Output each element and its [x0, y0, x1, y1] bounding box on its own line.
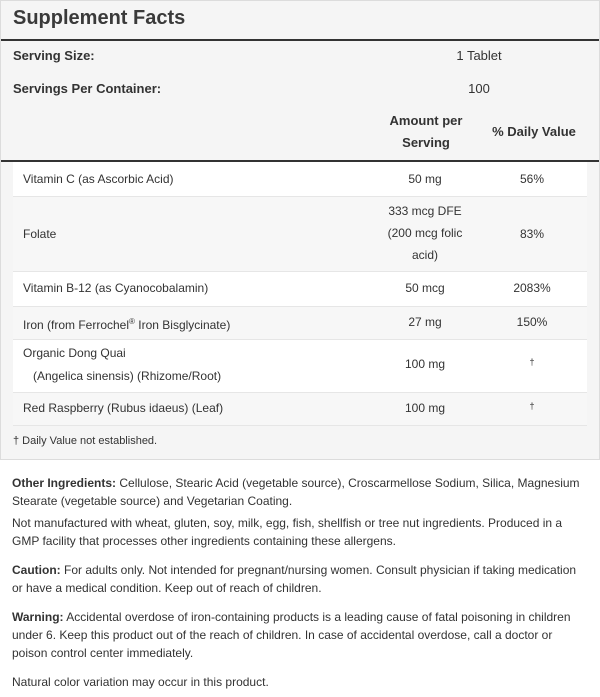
allergen-note: Not manufactured with wheat, gluten, soy, milk, egg, fish, shellfish or tree nut ingredients. Produced in a GMP facility that processes other ingredients containing these allergens. — [12, 516, 563, 548]
amount-header-line2: Serving — [402, 135, 450, 150]
serving-size-value: 1 Tablet — [456, 48, 502, 63]
nutrient-name: Vitamin C (as Ascorbic Acid) — [23, 172, 174, 186]
caution-body: For adults only. Not intended for pregnant/nursing women. Consult physician if taking medication or have a medical condition. Keep out of reach of children. — [12, 563, 577, 595]
nutrient-name: Red Raspberry (Rubus idaeus) (Leaf) — [23, 401, 224, 415]
nutrient-name-part: Iron Bisglycinate) — [134, 318, 231, 332]
nutrient-amount: 27 mg — [408, 315, 442, 329]
nutrient-amount: 100 mg — [404, 357, 446, 371]
other-ingredients-text: Cellulose, Stearic Acid (vegetable source), Croscarmellose Sodium, Silica, Magnesium Stearate (vegetable source) and Vegetarian Coating. — [12, 476, 580, 508]
nutrient-amount: 50 mcg — [405, 281, 445, 295]
panel-title: Supplement Facts — [13, 7, 186, 29]
nutrient-name: Folate — [23, 227, 57, 241]
nutrient-daily-value: 2083% — [513, 281, 551, 295]
caution-text — [12, 561, 582, 597]
nutrient-name-line1: Organic Dong Quai — [23, 346, 126, 360]
nutrient-name: Vitamin B-12 (as Cyanocobalamin) — [23, 281, 209, 295]
nutrient-row — [13, 307, 587, 340]
servings-per-container-label: Servings Per Container: — [13, 81, 162, 96]
other-ingredients-label: Other Ingredients: — [12, 476, 117, 490]
amount-line: acid) — [411, 248, 438, 262]
daily-value-header: % Daily Value — [492, 124, 576, 139]
nutrient-row — [13, 197, 587, 272]
servings-per-container-value: 100 — [468, 81, 490, 96]
nutrient-daily-value: † — [529, 401, 535, 411]
amount-line: (200 mcg folic — [387, 226, 463, 240]
nutrient-name — [23, 311, 230, 336]
nutrient-daily-value: 83% — [519, 227, 545, 241]
caution-label: Caution: — [12, 563, 61, 577]
nutrient-amount: 50 mg — [408, 172, 442, 186]
warning-body: Accidental overdose of iron-containing products is a leading cause of fatal poisoning in children under 6. Keep this product out of the reach of children. In case of accidental overdose, call a doctor or poison control center immediately. — [12, 610, 571, 660]
nutrient-name-part: Iron (from Ferrochel — [23, 318, 130, 332]
nutrient-daily-value: 150% — [516, 315, 548, 329]
warning-label: Warning: — [12, 610, 64, 624]
daily-value-footnote: † Daily Value not established. — [13, 435, 158, 447]
nutrient-amount: 100 mg — [404, 401, 446, 415]
nutrient-amount — [375, 200, 475, 266]
amount-line: 333 mcg DFE — [388, 204, 462, 218]
nutrient-daily-value: 56% — [519, 172, 545, 186]
serving-size-label: Serving Size: — [13, 48, 95, 63]
nutrient-row — [13, 162, 587, 197]
registered-mark: ® — [129, 317, 135, 326]
warning-text — [12, 608, 582, 662]
nutrient-name-line2: (Angelica sinensis) (Rhizome/Root) — [33, 369, 222, 383]
amount-per-serving-header — [371, 110, 481, 154]
color-variation-note: Natural color variation may occur in this product. — [12, 675, 269, 689]
nutrient-row — [13, 393, 587, 426]
amount-header-line1: Amount per — [389, 113, 463, 128]
nutrient-daily-value: † — [529, 357, 535, 367]
title-divider — [1, 39, 599, 41]
nutrient-row — [13, 340, 587, 393]
other-ingredients — [12, 474, 582, 510]
nutrient-row — [13, 272, 587, 307]
